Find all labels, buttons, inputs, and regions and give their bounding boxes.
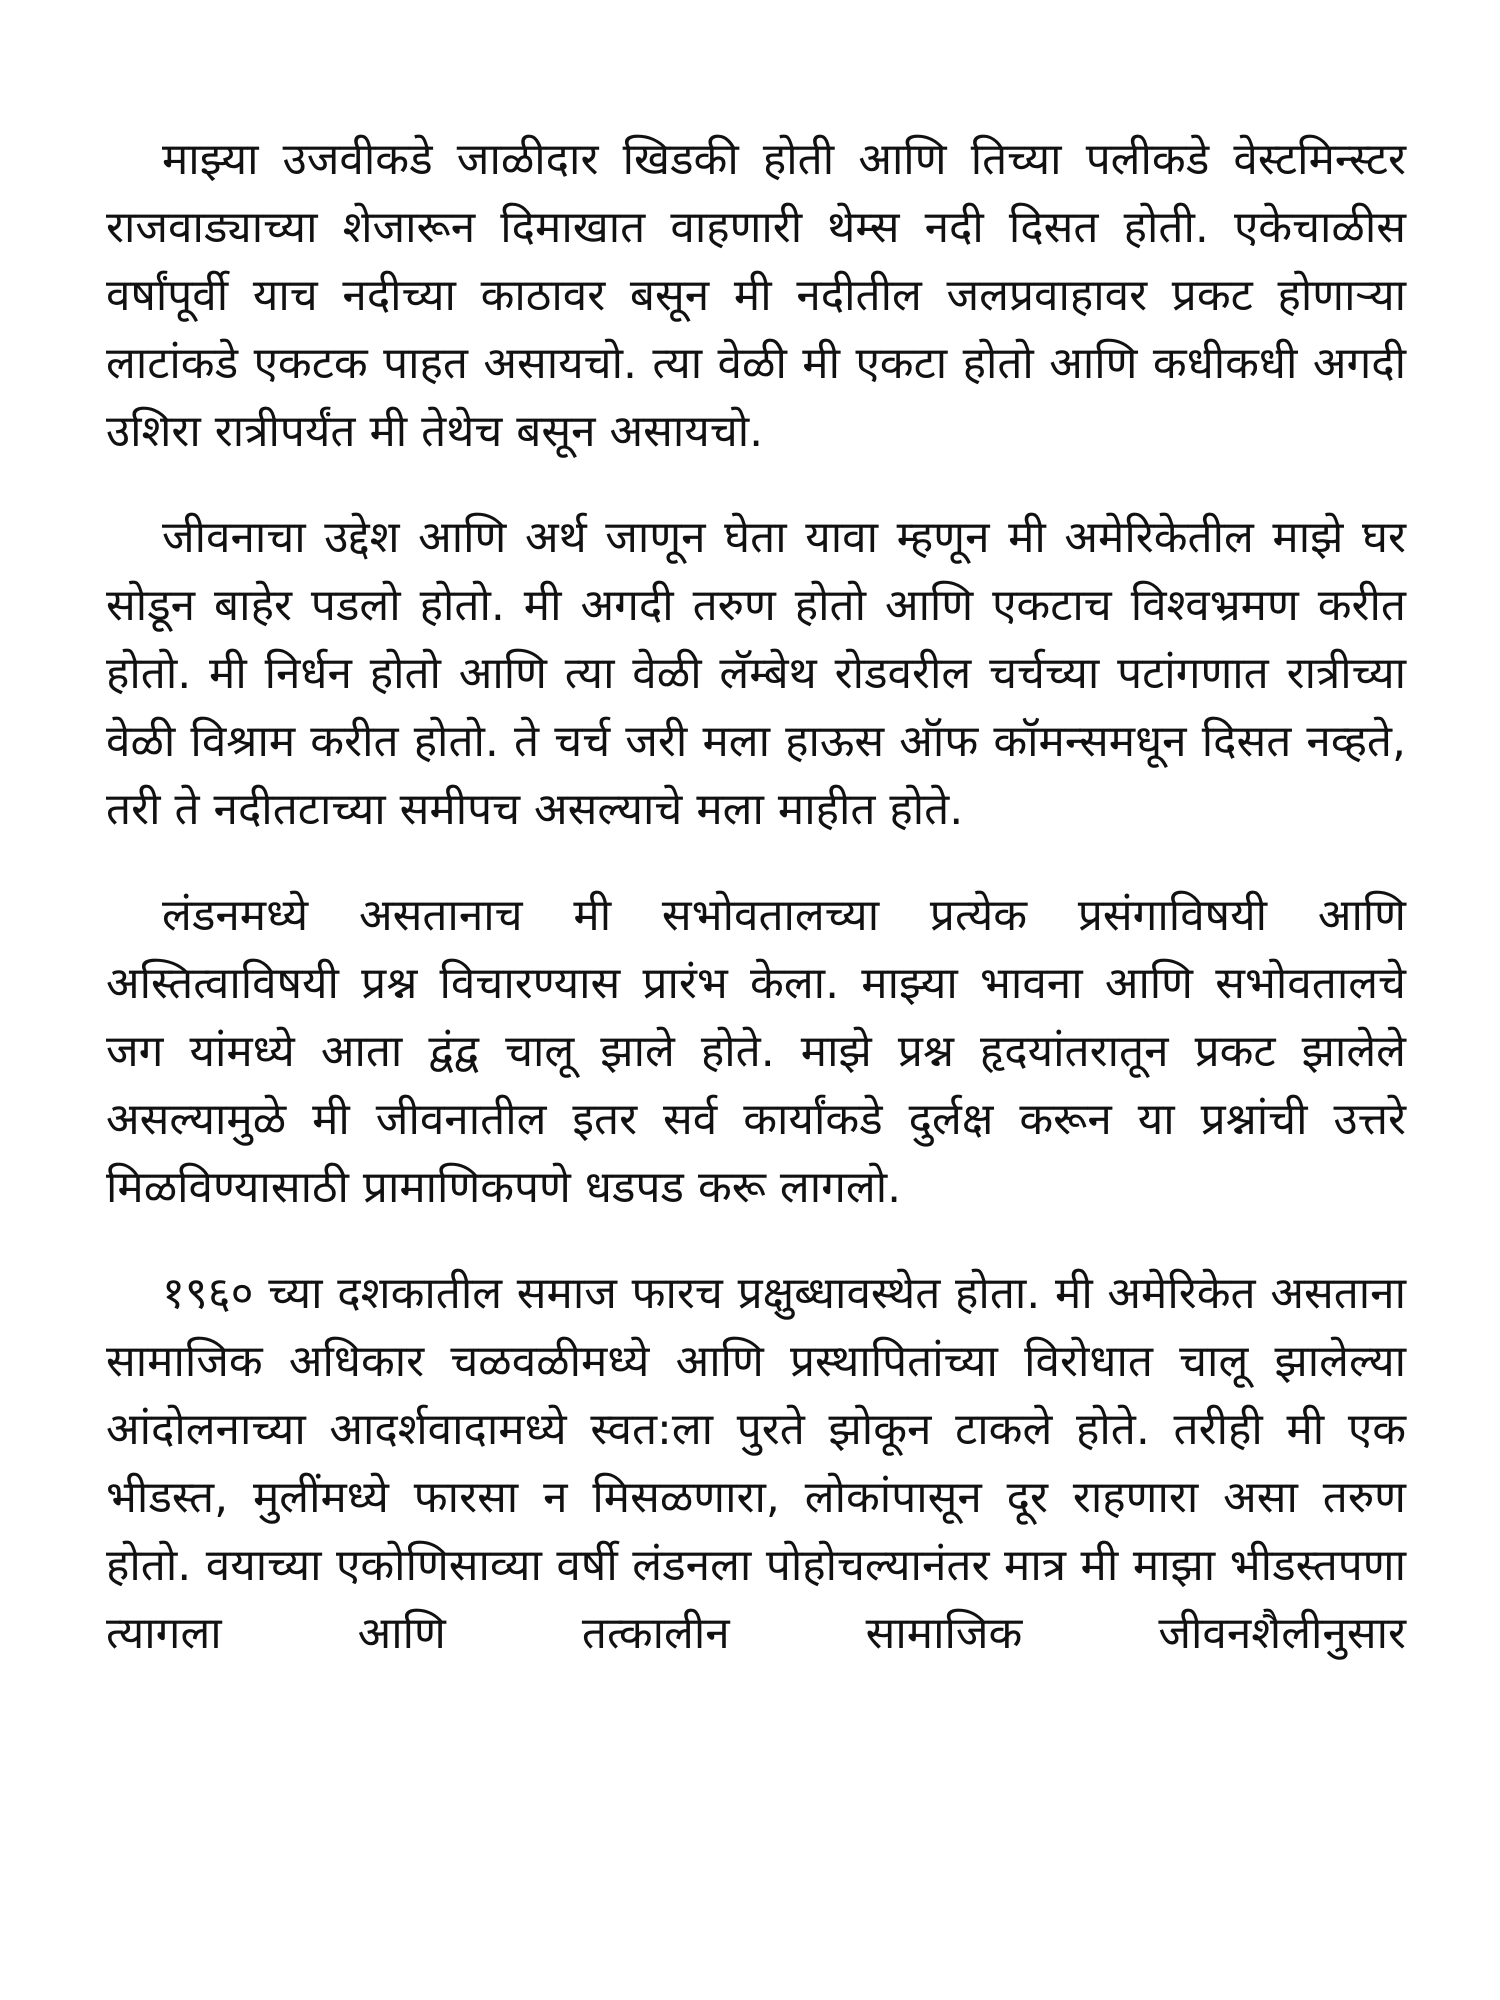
paragraph-3: लंडनमध्ये असतानाच मी सभोवतालच्या प्रत्येक प्रसंगाविषयी आणि अस्तित्वाविषयी प्रश्न विचारण्यास प्रारंभ केला. माझ्या भावना आणि सभोवतालचे जग यांमध्ये आता द्वंद्व चालू झाले होते. माझे प्रश्न हृदयांतरातून प्रकट झालेले असल्यामुळे मी जीवनातील इतर सर्व कार्यांकडे दुर्लक्ष करून या प्रश्नांची उत्तरे मिळविण्यासाठी प्रामाणिकपणे धडपड करू लागलो. [106, 890, 1406, 1213]
body-text [106, 126, 1406, 1706]
paragraph-2: जीवनाचा उद्देश आणि अर्थ जाणून घेता यावा म्हणून मी अमेरिकेतील माझे घर सोडून बाहेर पडलो होतो. मी अगदी तरुण होतो आणि एकटाच विश्वभ्रमण करीत होतो. मी निर्धन होतो आणि त्या वेळी लॅम्बेथ रोडवरील चर्चच्या पटांगणात रात्रीच्या वेळी विश्राम करीत होतो. ते चर्च जरी मला हाऊस ऑफ कॉमन्समधून दिसत नव्हते, तरी ते नदीतटाच्या समीपच असल्याचे मला माहीत होते. [106, 512, 1406, 835]
paragraph-4: १९६० च्या दशकातील समाज फारच प्रक्षुब्धावस्थेत होता. मी अमेरिकेत असताना सामाजिक अधिकार चळवळीमध्ये आणि प्रस्थापितांच्या विरोधात चालू झालेल्या आंदोलनाच्या आदर्शवादामध्ये स्वत:ला पुरते झोकून टाकले होते. तरीही मी एक भीडस्त, मुलींमध्ये फारसा न मिसळणारा, लोकांपासून दूर राहणारा असा तरुण होतो. वयाच्या एकोणिसाव्या वर्षी लंडनला पोहोचल्यानंतर मात्र मी माझा भीडस्तपणा त्यागला आणि तत्कालीन सामाजिक जीवनशैलीनुसार [106, 1268, 1406, 1659]
paragraph-1: माझ्या उजवीकडे जाळीदार खिडकी होती आणि तिच्या पलीकडे वेस्टमिन्स्टर राजवाड्याच्या शेजारून दिमाखात वाहणारी थेम्स नदी दिसत होती. एकेचाळीस वर्षांपूर्वी याच नदीच्या काठावर बसून मी नदीतील जलप्रवाहावर प्रकट होणाऱ्या लाटांकडे एकटक पाहत असायचो. त्या वेळी मी एकटा होतो आणि कधीकधी अगदी उशिरा रात्रीपर्यंत मी तेथेच बसून असायचो. [106, 134, 1406, 457]
